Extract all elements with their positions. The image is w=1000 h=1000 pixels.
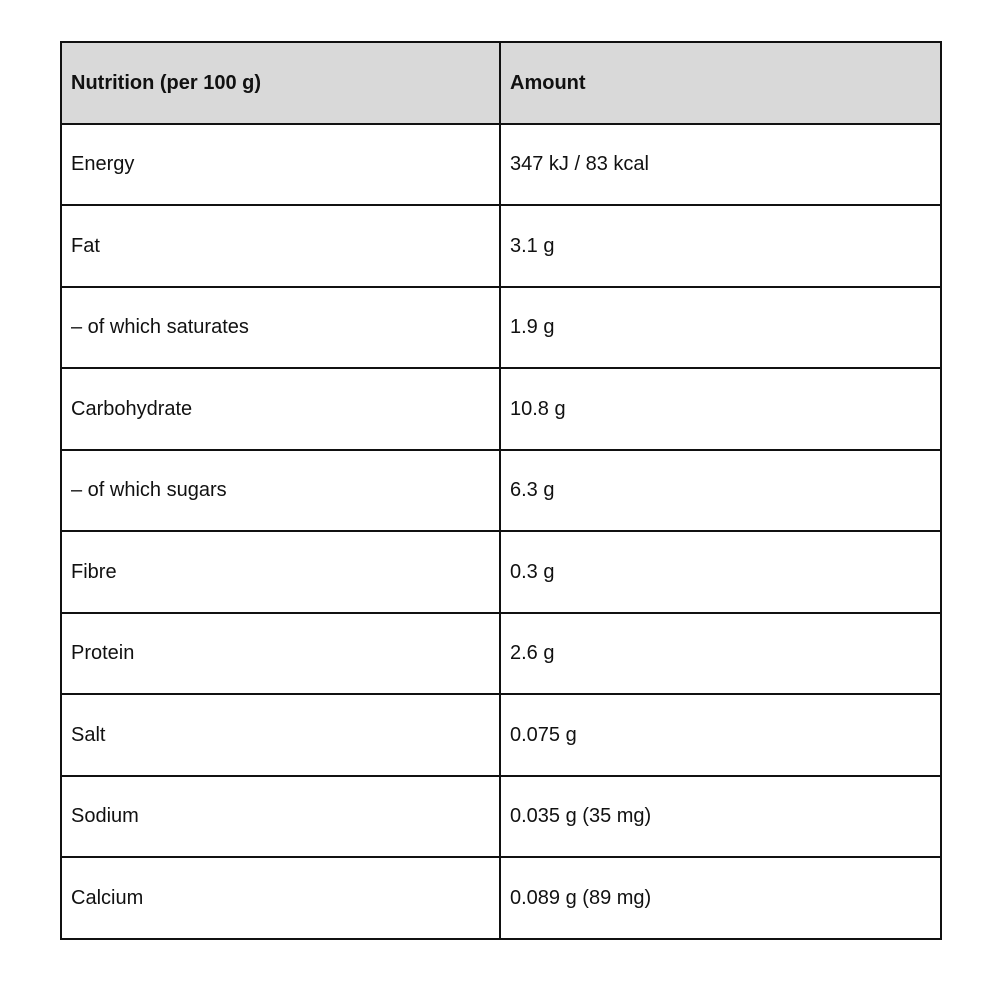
nutrient-cell: Fat xyxy=(61,205,500,287)
amount-cell: 0.035 g (35 mg) xyxy=(500,776,941,858)
nutrient-cell: – of which saturates xyxy=(61,287,500,369)
amount-cell: 347 kJ / 83 kcal xyxy=(500,124,941,206)
header-nutrient: Nutrition (per 100 g) xyxy=(61,42,500,124)
nutrient-cell: Sodium xyxy=(61,776,500,858)
nutrient-cell: Salt xyxy=(61,694,500,776)
amount-cell: 0.075 g xyxy=(500,694,941,776)
amount-cell: 10.8 g xyxy=(500,368,941,450)
table-row xyxy=(61,205,941,287)
amount-cell: 0.089 g (89 mg) xyxy=(500,857,941,939)
nutrient-cell: Carbohydrate xyxy=(61,368,500,450)
amount-cell: 3.1 g xyxy=(500,205,941,287)
nutrient-cell: Calcium xyxy=(61,857,500,939)
amount-cell: 6.3 g xyxy=(500,450,941,532)
nutrient-cell: Energy xyxy=(61,124,500,206)
table-row xyxy=(61,531,941,613)
table-row xyxy=(61,450,941,532)
amount-cell: 0.3 g xyxy=(500,531,941,613)
header-amount: Amount xyxy=(500,42,941,124)
table-row xyxy=(61,124,941,206)
nutrient-cell: Fibre xyxy=(61,531,500,613)
table-row xyxy=(61,776,941,858)
table-row xyxy=(61,694,941,776)
nutrition-table xyxy=(60,41,942,940)
nutrient-cell: Protein xyxy=(61,613,500,695)
table-row xyxy=(61,368,941,450)
nutrient-cell: – of which sugars xyxy=(61,450,500,532)
table-row xyxy=(61,857,941,939)
amount-cell: 2.6 g xyxy=(500,613,941,695)
table-row xyxy=(61,613,941,695)
table-row xyxy=(61,287,941,369)
table-header-row xyxy=(61,42,941,124)
amount-cell: 1.9 g xyxy=(500,287,941,369)
